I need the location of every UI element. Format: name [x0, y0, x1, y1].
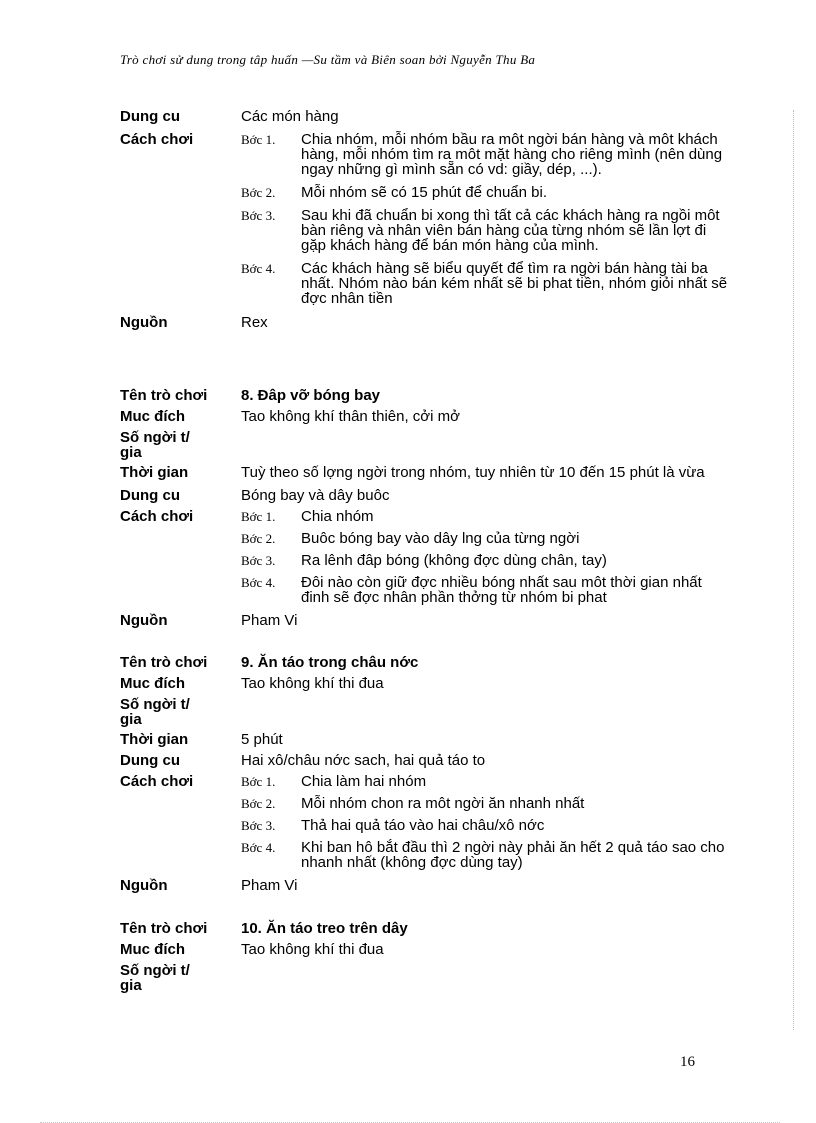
field-value: Rex — [241, 314, 268, 331]
step-number: Bớc 1. — [241, 774, 276, 789]
field-cach-choi — [120, 509, 730, 605]
field-label: Thời gian — [120, 731, 189, 748]
step-number: Bớc 2. — [241, 531, 276, 546]
margin-rule — [793, 110, 794, 1030]
step-number: Bớc 2. — [241, 796, 276, 811]
step-item — [241, 575, 730, 605]
field-value: Hai xô/châu nớc sach, hai quả táo to — [241, 752, 486, 769]
step-item — [241, 185, 730, 200]
step-item — [241, 774, 730, 789]
steps-list — [241, 509, 730, 605]
step-item — [241, 818, 730, 833]
field-value: 5 phút — [241, 731, 283, 748]
game-title: 9. Ăn táo trong châu nớc — [241, 654, 419, 671]
field-muc-dich — [120, 676, 730, 691]
step-number: Bớc 3. — [241, 208, 276, 223]
steps-list — [241, 774, 730, 870]
step-text: Sau khi đã chuẩn bi xong thì tất cả các khách hàng ra ngồi môt bàn riêng và nhân viên bán hàng của từng nhóm sẽ lần lợt đi gặp khách hàng để bán món hàng của mình. — [301, 207, 720, 254]
field-so-nguoi — [120, 963, 730, 993]
field-dung-cu — [120, 753, 730, 768]
field-cach-choi — [120, 132, 730, 306]
step-text: Buôc bóng bay vào dây lng của từng ngời — [301, 530, 580, 547]
field-label: Số ngời t/ gia — [120, 429, 190, 461]
step-number: Bớc 1. — [241, 509, 276, 524]
step-text: Thả hai quả táo vào hai châu/xô nớc — [301, 817, 545, 834]
field-ten-tro-choi — [120, 388, 730, 403]
field-label: Muc đích — [120, 675, 186, 692]
field-muc-dich — [120, 409, 730, 424]
field-label: Nguồn — [120, 612, 168, 629]
step-text: Chia làm hai nhóm — [301, 773, 427, 790]
step-text: Các khách hàng sẽ biểu quyết để tìm ra ngời bán hàng tài ba nhất. Nhóm nào bán kém nhất sẽ bi phat tiền, nhóm giỏi nhất sẽ đợc nhân tiền — [301, 260, 728, 307]
field-thoi-gian — [120, 465, 730, 480]
field-label: Thời gian — [120, 464, 189, 481]
field-label: Dung cu — [120, 752, 180, 769]
field-nguon — [120, 315, 730, 330]
steps-list — [241, 132, 730, 306]
document-body — [120, 109, 730, 993]
field-label: Cách chơi — [120, 131, 194, 148]
field-so-nguoi — [120, 697, 730, 727]
step-item — [241, 509, 730, 524]
field-muc-dich — [120, 942, 730, 957]
field-nguon — [120, 613, 730, 628]
step-text: Ra lênh đâp bóng (không đợc dùng chân, tay) — [301, 552, 607, 569]
step-item — [241, 261, 730, 306]
step-text: Mỗi nhóm sẽ có 15 phút để chuẩn bi. — [301, 184, 547, 201]
field-cach-choi — [120, 774, 730, 870]
step-item — [241, 208, 730, 253]
field-value: Tao không khí thi đua — [241, 675, 384, 692]
step-text: Chia nhóm, mỗi nhóm bầu ra môt ngời bán hàng và môt khách hàng, mỗi nhóm tìm ra môt mặt hàng cho riêng mình (nên dùng ngay những gì mình sẵn có vd: giầy, dép, ...). — [301, 131, 723, 178]
field-so-nguoi — [120, 430, 730, 460]
field-label: Tên trò chơi — [120, 654, 208, 671]
field-label: Số ngời t/ gia — [120, 696, 190, 728]
field-value: Pham Vi — [241, 877, 298, 894]
field-label: Tên trò chơi — [120, 387, 208, 404]
field-value: Tao không khí thân thiên, cởi mở — [241, 408, 460, 425]
step-text: Đôi nào còn giữ đợc nhiều bóng nhất sau môt thời gian nhất đinh sẽ đợc nhân phần thởng từ nhóm bi phat — [301, 574, 702, 606]
field-dung-cu — [120, 488, 730, 503]
step-text: Khi ban hô bắt đầu thì 2 ngời này phải ăn hết 2 quả táo sao cho nhanh nhất (không đợc dùng tay) — [301, 839, 725, 871]
field-label: Muc đích — [120, 941, 186, 958]
game-title: 8. Đâp vỡ bóng bay — [241, 387, 381, 404]
field-label: Dung cu — [120, 487, 180, 504]
field-value: Pham Vi — [241, 612, 298, 629]
step-item — [241, 840, 730, 870]
field-label: Muc đích — [120, 408, 186, 425]
step-number: Bớc 4. — [241, 575, 276, 590]
step-number: Bớc 2. — [241, 185, 276, 200]
game-title: 10. Ăn táo treo trên dây — [241, 920, 408, 937]
field-value: Tuỳ theo số lợng ngời trong nhóm, tuy nhiên từ 10 đến 15 phút là vừa — [241, 464, 705, 481]
step-number: Bớc 3. — [241, 818, 276, 833]
step-item — [241, 132, 730, 177]
field-label: Cách chơi — [120, 773, 194, 790]
step-number: Bớc 1. — [241, 132, 276, 147]
step-text: Chia nhóm — [301, 508, 374, 525]
page-number: 16 — [680, 1054, 695, 1070]
step-number: Bớc 4. — [241, 840, 276, 855]
field-label: Dung cu — [120, 108, 180, 125]
field-value: Tao không khí thi đua — [241, 941, 384, 958]
step-text: Mỗi nhóm chon ra môt ngời ăn nhanh nhất — [301, 795, 585, 812]
field-label: Số ngời t/ gia — [120, 962, 190, 994]
step-item — [241, 553, 730, 568]
page-header: Trò chơi sử dung trong tâp huấn —Su tầm và Biên soan bởi Nguyễn Thu Ba — [120, 52, 536, 67]
field-label: Nguồn — [120, 877, 168, 894]
field-value: Các món hàng — [241, 108, 339, 125]
field-label: Nguồn — [120, 314, 168, 331]
step-number: Bớc 4. — [241, 261, 276, 276]
field-ten-tro-choi — [120, 921, 730, 936]
field-nguon — [120, 878, 730, 893]
field-label: Cách chơi — [120, 508, 194, 525]
step-item — [241, 531, 730, 546]
field-value: Bóng bay và dây buôc — [241, 487, 390, 504]
field-dung-cu — [120, 109, 730, 124]
step-number: Bớc 3. — [241, 553, 276, 568]
step-item — [241, 796, 730, 811]
field-ten-tro-choi — [120, 655, 730, 670]
field-thoi-gian — [120, 732, 730, 747]
field-label: Tên trò chơi — [120, 920, 208, 937]
